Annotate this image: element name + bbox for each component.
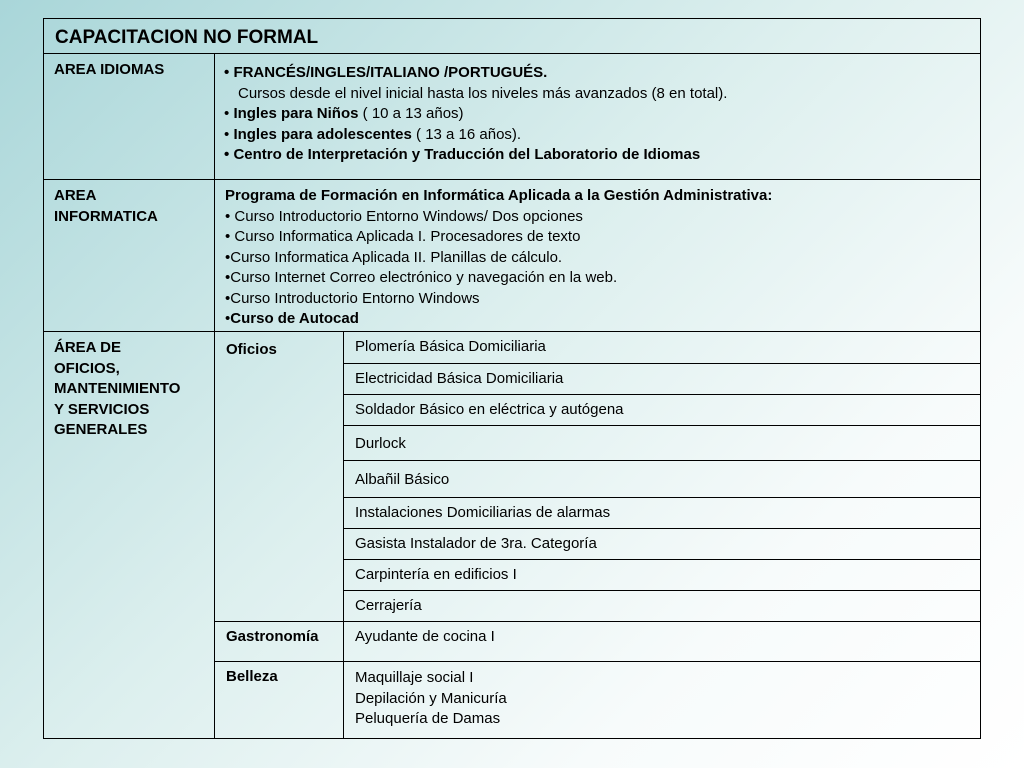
oficios-area-label: Y SERVICIOS	[54, 400, 150, 418]
belleza-course: Depilación y Manicuría	[355, 689, 507, 707]
oficios-course: Albañil Básico	[344, 460, 980, 497]
idiomas-item-1: • FRANCÉS/INGLES/ITALIANO /PORTUGUÉS.	[224, 64, 548, 81]
bullet-icon: •	[224, 105, 230, 122]
oficios-area-label: ÁREA DE	[54, 339, 121, 356]
oficios-area-cell	[44, 332, 214, 738]
informatica-course: •Curso Internet Correo electrónico y navegación en la web.	[225, 269, 618, 286]
idiomas-item-2: • Ingles para Niños ( 10 a 13 años)	[224, 105, 464, 122]
belleza-course: Peluquería de Damas	[355, 710, 501, 727]
title-row	[44, 19, 980, 53]
informatica-course: •Curso Introductorio Entorno Windows	[225, 289, 480, 307]
category-column	[214, 332, 343, 738]
idiomas-item-3: • Ingles para adolescentes ( 13 a 16 años).	[224, 125, 522, 143]
course-table	[43, 18, 981, 739]
informatica-row	[44, 179, 980, 331]
bullet-icon: •	[224, 125, 230, 143]
oficios-course: Electricidad Básica Domiciliaria	[344, 363, 980, 394]
oficios-course: Plomería Básica Domiciliaria	[355, 338, 546, 355]
gastronomia-course: Ayudante de cocina I	[344, 621, 980, 661]
idiomas-area-label: AREA IDIOMAS	[54, 61, 165, 78]
informatica-content-cell	[214, 180, 980, 331]
informatica-course: • Curso Informatica Aplicada I. Procesadores de texto	[225, 228, 581, 245]
idiomas-area-cell	[44, 54, 214, 179]
oficios-course: Durlock	[344, 425, 980, 460]
informatica-area-cell	[44, 180, 214, 331]
idiomas-item-4: • Centro de Interpretación y Traducción del Laboratorio de Idiomas	[224, 146, 701, 163]
table-title: CAPACITACION NO FORMAL	[55, 27, 319, 48]
oficios-course: Carpintería en edificios I	[344, 559, 980, 590]
informatica-area-label-2: INFORMATICA	[54, 207, 158, 225]
oficios-area-label: GENERALES	[54, 421, 148, 438]
category-belleza: Belleza	[215, 661, 343, 739]
bullet-icon: •	[224, 64, 230, 81]
belleza-course: Maquillaje social I	[355, 669, 474, 686]
oficios-row	[44, 331, 980, 738]
informatica-program-title: Programa de Formación en Informática Aplicada a la Gestión Administrativa:	[225, 187, 773, 204]
bullet-icon: •	[224, 146, 230, 163]
informatica-course-autocad: •Curso de Autocad	[225, 310, 359, 327]
informatica-area-label-1: AREA	[54, 187, 97, 204]
oficios-course: Cerrajería	[344, 590, 980, 621]
oficios-area-label: MANTENIMIENTO	[54, 380, 181, 397]
idiomas-row	[44, 53, 980, 179]
oficios-course: Soldador Básico en eléctrica y autógena	[344, 394, 980, 425]
oficios-course: Gasista Instalador de 3ra. Categoría	[344, 528, 980, 559]
oficios-course: Instalaciones Domiciliarias de alarmas	[344, 497, 980, 528]
category-gastronomia: Gastronomía	[215, 621, 343, 661]
informatica-course: •Curso Informatica Aplicada II. Planillas de cálculo.	[225, 248, 563, 266]
oficios-area-label: OFICIOS,	[54, 359, 120, 377]
informatica-course: • Curso Introductorio Entorno Windows/ Dos opciones	[225, 207, 583, 225]
course-column	[343, 332, 980, 738]
belleza-courses	[344, 661, 980, 739]
idiomas-content-cell	[214, 54, 980, 179]
category-oficios: Oficios	[226, 341, 277, 358]
idiomas-item-1-detail: Cursos desde el nivel inicial hasta los niveles más avanzados (8 en total).	[238, 84, 728, 102]
